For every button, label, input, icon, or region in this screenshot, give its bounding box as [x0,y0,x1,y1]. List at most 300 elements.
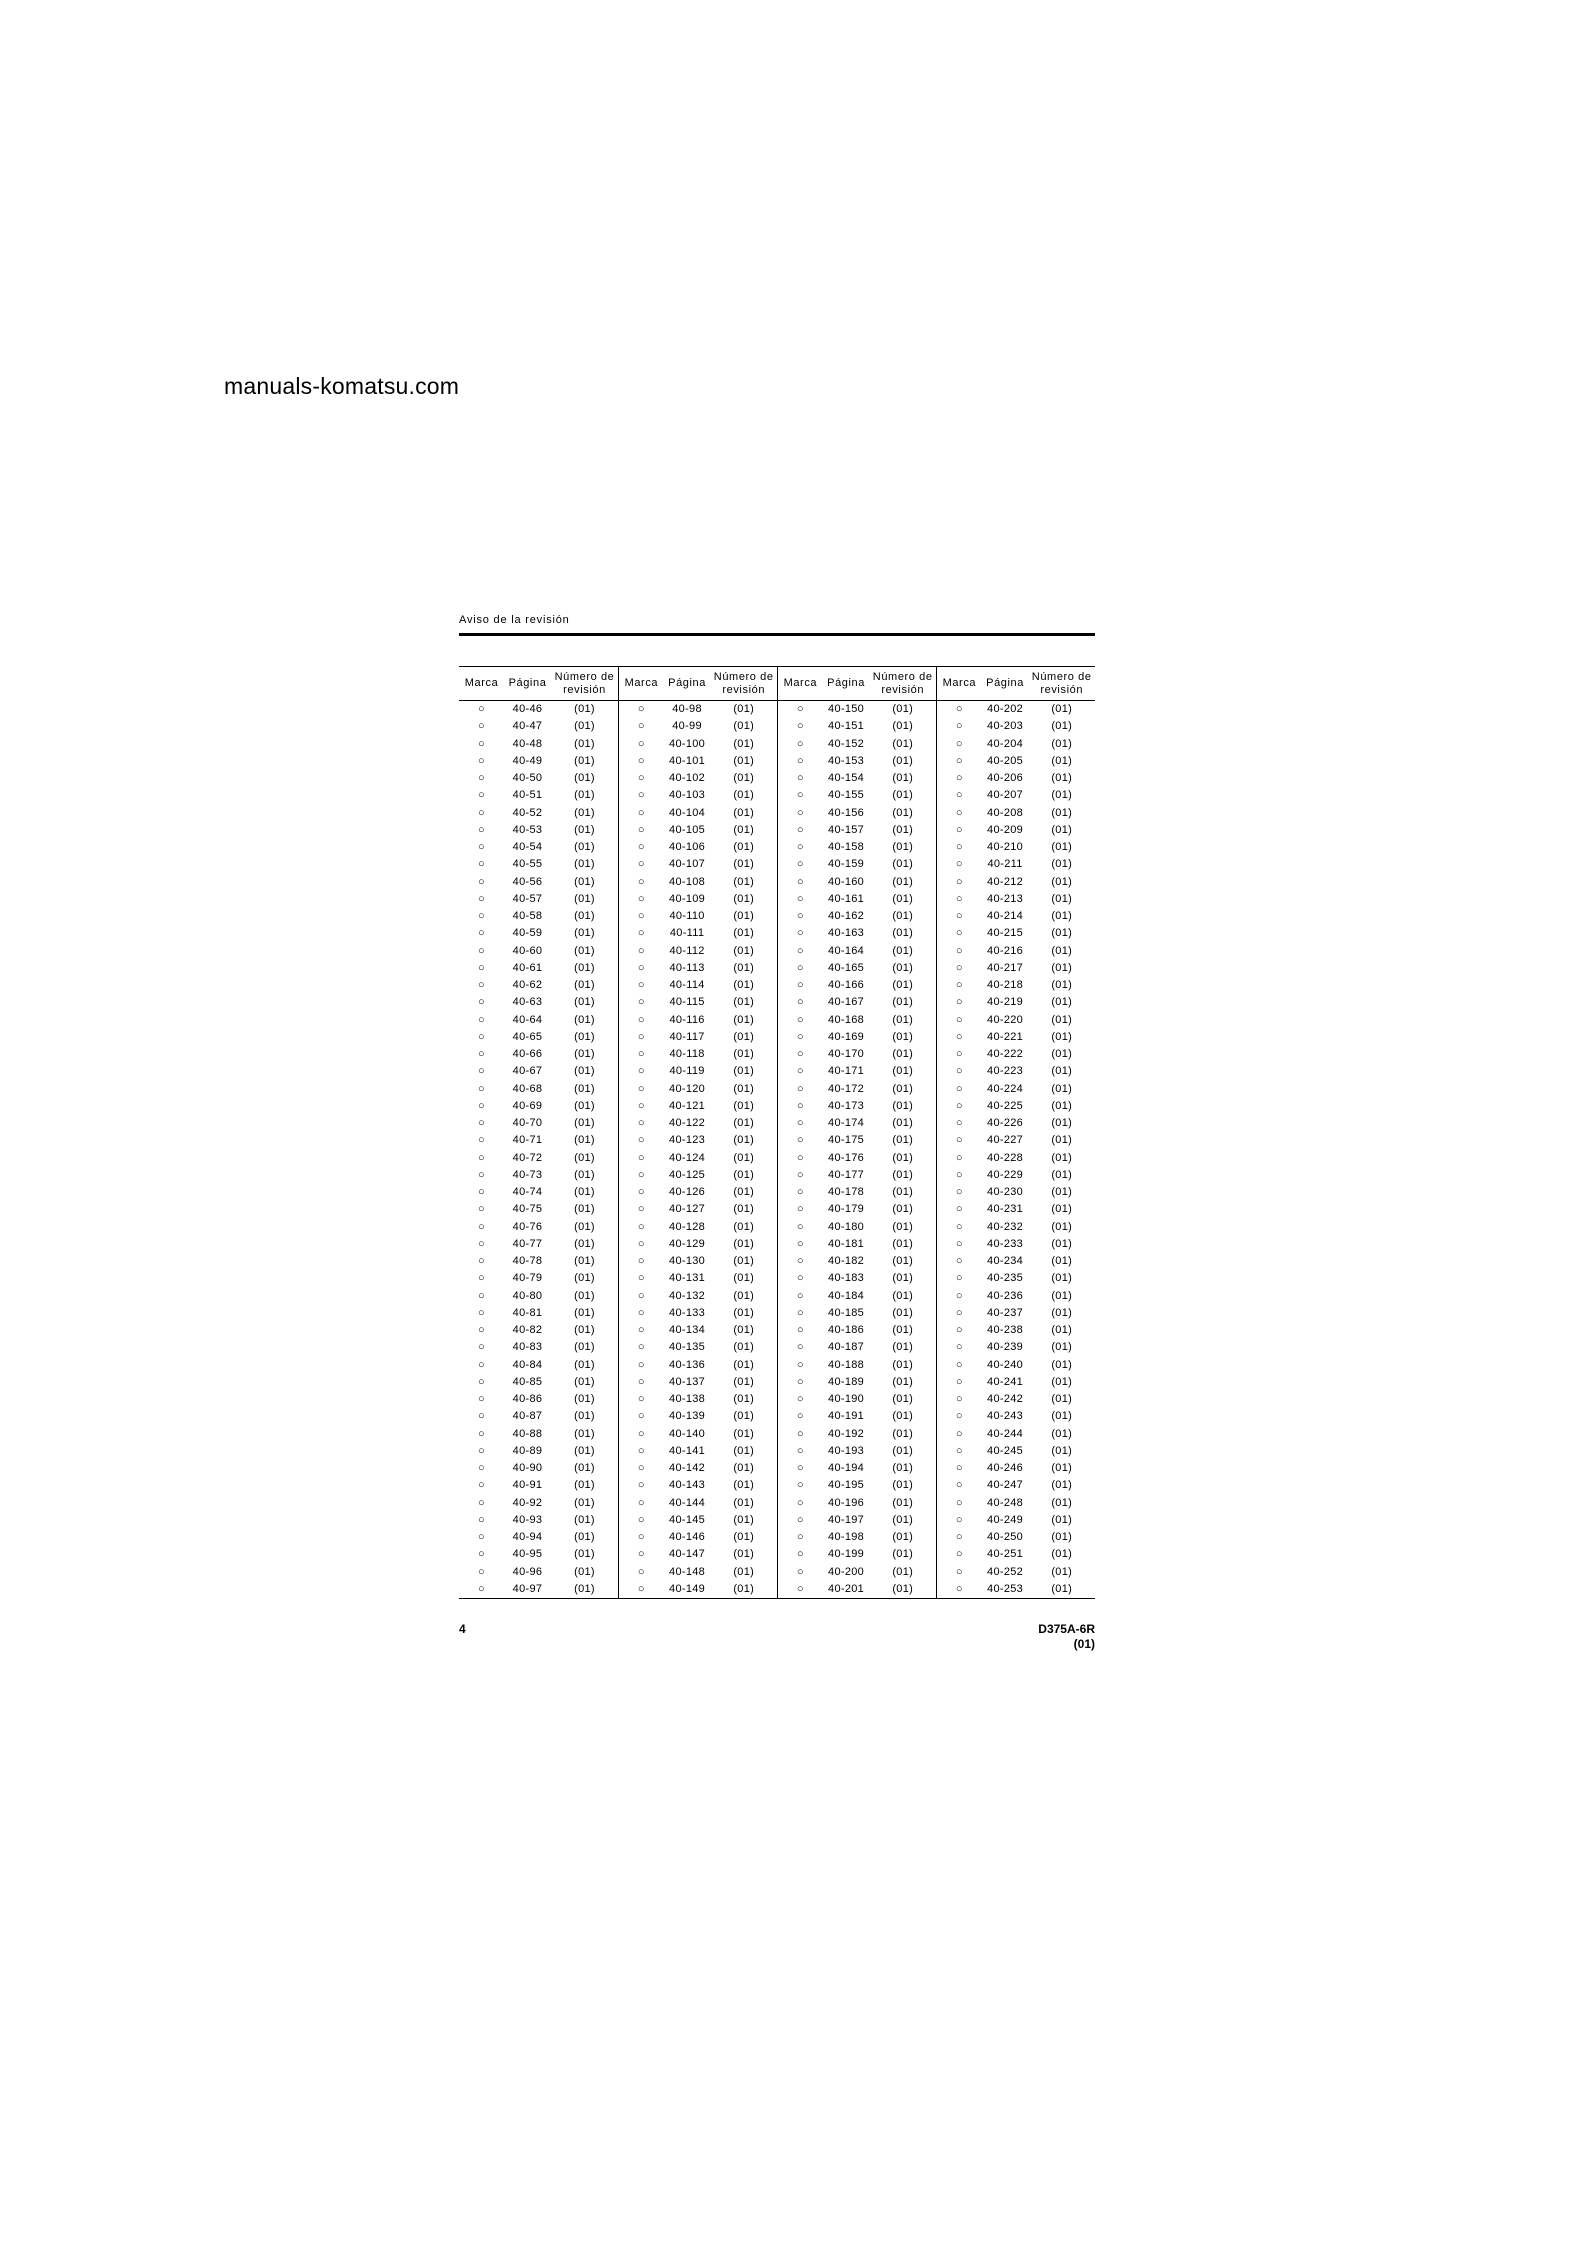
revision-cell: (01) [1051,1565,1073,1578]
revision-cell: (01) [892,892,914,905]
table-row [937,1115,1095,1132]
revision-cell: (01) [733,1255,755,1267]
table-column-group [936,667,1095,1598]
page-cell: 40-153 [828,754,865,767]
mark-circle-icon: ○ [478,1134,485,1147]
revision-cell: (01) [574,1289,595,1302]
mark-circle-icon: ○ [796,737,804,750]
mark-circle-icon: ○ [796,1513,804,1526]
table-row [459,856,618,873]
revision-cell: (01) [892,1030,914,1043]
revision-cell: (01) [574,1427,595,1440]
revision-cell: (01) [574,1582,595,1595]
table-row [937,960,1095,977]
table-header-row [619,667,777,701]
mark-circle-icon: ○ [796,1565,804,1578]
revision-cell: (01) [892,1582,914,1595]
mark-circle-icon: ○ [637,1048,645,1060]
revision-cell: (01) [1051,1306,1073,1319]
mark-circle-icon: ○ [478,1048,485,1060]
table-row [778,1132,936,1149]
mark-circle-icon: ○ [955,1013,963,1026]
page-cell: 40-236 [987,1289,1024,1302]
page-cell: 40-247 [987,1479,1024,1492]
revision-cell: (01) [1051,1582,1073,1595]
mark-circle-icon: ○ [796,720,804,733]
table-row [459,1029,618,1046]
page-cell: 40-61 [512,961,543,974]
table-row [459,994,618,1011]
mark-circle-icon: ○ [796,1272,804,1285]
mark-circle-icon: ○ [478,875,485,888]
table-row [619,977,777,994]
mark-circle-icon: ○ [955,1427,963,1440]
page-cell: 40-181 [828,1237,865,1250]
table-row [778,1512,936,1529]
page-cell: 40-85 [512,1375,543,1388]
table-row [459,736,618,753]
page-cell: 40-172 [828,1082,865,1095]
mark-circle-icon: ○ [478,1479,485,1492]
mark-circle-icon: ○ [637,1168,645,1181]
table-row [778,908,936,925]
table-row [937,1150,1095,1167]
page-cell: 40-116 [669,1013,705,1026]
mark-circle-icon: ○ [796,1444,804,1457]
table-row [619,1288,777,1305]
revision-cell: (01) [574,892,595,905]
table-row [459,1512,618,1529]
revision-cell: (01) [574,1565,595,1578]
mark-circle-icon: ○ [478,1168,485,1181]
table-row [619,943,777,960]
mark-circle-icon: ○ [637,1548,645,1561]
table-row [619,1443,777,1460]
revision-cell: (01) [1051,1220,1073,1233]
revision-cell: (01) [1051,841,1073,853]
page-cell: 40-121 [669,1099,706,1112]
revision-cell: (01) [892,1186,914,1198]
revision-cell: (01) [892,1479,914,1492]
table-row [459,908,618,925]
revision-cell: (01) [733,927,755,940]
mark-circle-icon: ○ [478,961,485,974]
table-header-row [459,667,618,701]
table-row [459,1270,618,1287]
revision-cell: (01) [574,1186,595,1198]
table-row [619,874,777,891]
revision-cell: (01) [892,1427,914,1440]
table-column-group [459,667,618,1598]
revision-cell: (01) [1051,1186,1073,1198]
mark-circle-icon: ○ [955,1565,963,1578]
page-cell: 40-148 [669,1565,706,1578]
revision-cell: (01) [1051,996,1073,1009]
revision-cell: (01) [892,1065,914,1078]
revision-cell: (01) [733,772,755,784]
page-cell: 40-165 [828,961,865,974]
page-cell: 40-128 [669,1220,706,1233]
page-cell: 40-79 [512,1272,543,1285]
page-cell: 40-132 [669,1289,706,1302]
revision-cell: (01) [1051,961,1073,974]
table-row [619,1529,777,1546]
page-cell: 40-138 [669,1393,706,1405]
revision-cell: (01) [733,754,755,767]
revision-cell: (01) [574,1479,595,1492]
table-row [778,1477,936,1494]
header-mark: Marca [624,677,659,689]
mark-circle-icon: ○ [796,1582,804,1595]
page-cell: 40-197 [828,1513,865,1526]
revision-cell: (01) [892,1531,914,1543]
mark-circle-icon: ○ [637,1479,645,1492]
table-row [619,1236,777,1253]
header-revision-line2: revisión [881,683,925,696]
mark-circle-icon: ○ [796,1289,804,1302]
watermark-text: manuals-komatsu.com [224,373,460,399]
revision-cell: (01) [1051,1030,1073,1043]
page-cell: 40-230 [987,1186,1024,1198]
revision-cell: (01) [574,1082,595,1095]
mark-circle-icon: ○ [478,1272,485,1285]
mark-circle-icon: ○ [796,1030,804,1043]
page-cell: 40-200 [828,1565,865,1578]
revision-cell: (01) [892,737,914,750]
revision-cell: (01) [574,1393,595,1405]
revision-cell: (01) [733,1099,755,1112]
header-revision [1028,671,1095,697]
mark-circle-icon: ○ [478,1030,485,1043]
revision-cell: (01) [574,1496,595,1509]
table-row [778,1046,936,1063]
table-row [619,1374,777,1391]
table-row [459,1219,618,1236]
header-page: Página [508,677,547,689]
mark-circle-icon: ○ [796,1393,804,1405]
mark-circle-icon: ○ [955,806,963,819]
page-cell: 40-133 [669,1306,706,1319]
revision-cell: (01) [733,1117,755,1129]
page-cell: 40-232 [987,1220,1024,1233]
table-row [619,736,777,753]
header-page: Página [827,677,865,689]
mark-circle-icon: ○ [478,1065,485,1078]
mark-circle-icon: ○ [955,910,963,922]
revision-cell: (01) [892,1134,914,1147]
table-row [778,1408,936,1425]
revision-cell: (01) [892,1548,914,1561]
revision-cell: (01) [574,720,595,733]
table-row [937,718,1095,735]
revision-cell: (01) [733,944,755,957]
table-row [459,1408,618,1425]
table-row [778,977,936,994]
section-title: Aviso de la revisión [459,614,570,626]
table-row [619,1029,777,1046]
mark-circle-icon: ○ [796,875,804,888]
revision-cell: (01) [1051,1168,1073,1181]
mark-circle-icon: ○ [478,1444,485,1457]
page-cell: 40-164 [828,944,865,957]
revision-cell: (01) [574,1203,595,1216]
table-row [937,1098,1095,1115]
mark-circle-icon: ○ [796,789,804,802]
revision-cell: (01) [733,1220,755,1233]
mark-circle-icon: ○ [955,1048,963,1060]
page-cell: 40-178 [828,1186,865,1198]
revision-cell: (01) [892,1324,914,1336]
mark-circle-icon: ○ [955,1393,963,1405]
revision-cell: (01) [1051,1082,1073,1095]
table-row [619,1460,777,1477]
page-cell: 40-224 [987,1082,1024,1095]
mark-circle-icon: ○ [955,1531,963,1543]
revision-cell: (01) [1051,823,1073,836]
table-row [619,787,777,804]
table-row [619,1132,777,1149]
mark-circle-icon: ○ [637,892,645,905]
mark-circle-icon: ○ [796,1048,804,1060]
page-cell: 40-110 [669,910,705,922]
table-row [459,1184,618,1201]
mark-circle-icon: ○ [637,1427,645,1440]
revision-cell: (01) [733,1375,755,1388]
page-cell: 40-205 [987,754,1024,767]
page-cell: 40-242 [987,1393,1024,1405]
revision-cell: (01) [574,1030,595,1043]
mark-circle-icon: ○ [478,1531,485,1543]
revision-cell: (01) [892,1375,914,1388]
table-row [778,1150,936,1167]
page-cell: 40-190 [828,1393,865,1405]
page-cell: 40-53 [512,823,543,836]
page-cell: 40-143 [669,1479,706,1492]
table-row [459,1046,618,1063]
header-revision [551,671,618,697]
page-cell: 40-76 [512,1220,543,1233]
mark-circle-icon: ○ [796,841,804,853]
header-revision-line1: Número de [872,670,933,683]
page-cell: 40-154 [828,772,865,784]
page-cell: 40-55 [512,858,543,871]
mark-circle-icon: ○ [955,1306,963,1319]
revision-cell: (01) [892,1393,914,1405]
page-cell: 40-77 [512,1237,543,1250]
mark-circle-icon: ○ [955,996,963,1009]
mark-circle-icon: ○ [796,1065,804,1078]
revision-cell: (01) [574,1237,595,1250]
mark-circle-icon: ○ [796,806,804,819]
mark-circle-icon: ○ [478,1237,485,1250]
mark-circle-icon: ○ [796,1496,804,1509]
mark-circle-icon: ○ [478,1427,485,1440]
mark-circle-icon: ○ [478,1117,485,1129]
revision-cell: (01) [1051,892,1073,905]
table-row [459,1477,618,1494]
page-cell: 40-227 [987,1134,1024,1147]
table-row [619,1426,777,1443]
revision-cell: (01) [1051,1427,1073,1440]
table-row [619,1495,777,1512]
table-row [778,1236,936,1253]
mark-circle-icon: ○ [637,1358,645,1371]
revision-cell: (01) [1051,754,1073,767]
revision-cell: (01) [1051,1099,1073,1112]
page-cell: 40-92 [512,1496,543,1509]
page-cell: 40-214 [987,910,1024,922]
table-row [619,1253,777,1270]
mark-circle-icon: ○ [955,841,963,853]
page-cell: 40-96 [512,1565,543,1578]
mark-circle-icon: ○ [637,841,645,853]
mark-circle-icon: ○ [478,703,485,715]
table-row [619,1477,777,1494]
table-row [619,1512,777,1529]
table-row [778,1495,936,1512]
page-cell: 40-240 [987,1358,1024,1371]
mark-circle-icon: ○ [955,1289,963,1302]
mark-circle-icon: ○ [637,737,645,750]
page-cell: 40-226 [987,1117,1024,1129]
mark-circle-icon: ○ [796,754,804,767]
revision-cell: (01) [733,1048,755,1060]
page-cell: 40-162 [828,910,865,922]
revision-cell: (01) [1051,703,1073,715]
revision-cell: (01) [733,1410,755,1423]
page-cell: 40-123 [669,1134,706,1147]
page-cell: 40-129 [669,1237,706,1250]
mark-circle-icon: ○ [478,892,485,905]
revision-cell: (01) [733,1082,755,1095]
page-cell: 40-189 [828,1375,865,1388]
mark-circle-icon: ○ [637,1013,645,1026]
revision-cell: (01) [1051,1048,1073,1060]
mark-circle-icon: ○ [478,1306,485,1319]
revision-cell: (01) [733,806,755,819]
page-cell: 40-63 [512,996,543,1009]
mark-circle-icon: ○ [955,892,963,905]
page-cell: 40-163 [828,927,865,940]
mark-circle-icon: ○ [637,1186,645,1198]
table-row [937,1546,1095,1563]
page-cell: 40-71 [512,1134,543,1147]
revision-cell: (01) [733,910,755,922]
page-cell: 40-90 [512,1462,543,1474]
table-row [619,1270,777,1287]
mark-circle-icon: ○ [637,961,645,974]
mark-circle-icon: ○ [796,1082,804,1095]
page-cell: 40-87 [512,1410,543,1423]
table-row [937,1219,1095,1236]
table-row [937,753,1095,770]
mark-circle-icon: ○ [478,720,485,733]
revision-cell: (01) [574,1341,595,1354]
mark-circle-icon: ○ [478,1082,485,1095]
revision-cell: (01) [574,1462,595,1474]
page-cell: 40-131 [669,1272,706,1285]
revision-cell: (01) [574,1065,595,1078]
page-cell: 40-174 [828,1117,865,1129]
revision-cell: (01) [733,1496,755,1509]
mark-circle-icon: ○ [478,737,485,750]
page-cell: 40-215 [987,927,1024,940]
page-cell: 40-49 [512,754,543,767]
revision-cell: (01) [733,1289,755,1302]
mark-circle-icon: ○ [955,1375,963,1388]
page-cell: 40-202 [987,703,1024,715]
mark-circle-icon: ○ [478,1151,485,1164]
mark-circle-icon: ○ [955,1203,963,1216]
table-row [778,1098,936,1115]
mark-circle-icon: ○ [796,1358,804,1371]
page-cell: 40-113 [669,961,705,974]
table-row [937,891,1095,908]
mark-circle-icon: ○ [478,806,485,819]
table-row [778,736,936,753]
table-row [778,1374,936,1391]
table-row [937,787,1095,804]
page-cell: 40-86 [512,1393,543,1405]
table-row [937,1512,1095,1529]
mark-circle-icon: ○ [796,823,804,836]
page-cell: 40-58 [512,910,543,922]
page-cell: 40-209 [987,823,1024,836]
model-name: D375A-6R [1038,1622,1095,1636]
mark-circle-icon: ○ [478,1565,485,1578]
table-row [619,718,777,735]
revision-cell: (01) [1051,1496,1073,1509]
mark-circle-icon: ○ [478,823,485,836]
page-cell: 40-67 [512,1065,543,1078]
header-revision-line2: revisión [563,683,606,696]
revision-cell: (01) [733,875,755,888]
table-row [778,1391,936,1408]
header-revision-line1: Número de [554,670,615,683]
page-cell: 40-182 [828,1255,865,1267]
table-row [937,1564,1095,1581]
revision-cell: (01) [733,858,755,871]
header-revision-line2: revisión [1040,683,1084,696]
revision-cell: (01) [733,789,755,802]
page-cell: 40-140 [669,1427,706,1440]
table-row [778,822,936,839]
mark-circle-icon: ○ [796,1117,804,1129]
mark-circle-icon: ○ [796,1341,804,1354]
mark-circle-icon: ○ [478,789,485,802]
page-number: 4 [459,1622,466,1636]
mark-circle-icon: ○ [955,789,963,802]
table-row [937,1063,1095,1080]
revision-cell: (01) [1051,720,1073,733]
page-cell: 40-219 [987,996,1024,1009]
table-row [619,1581,777,1598]
revision-cell: (01) [733,1582,755,1595]
page-cell: 40-142 [669,1462,706,1474]
page-cell: 40-146 [669,1531,706,1543]
revision-cell: (01) [892,910,914,922]
revision-cell: (01) [733,1030,755,1043]
header-revision-line1: Número de [713,670,774,683]
page-cell: 40-213 [987,892,1024,905]
revision-table [459,666,1095,1599]
mark-circle-icon: ○ [796,927,804,940]
revision-cell: (01) [574,858,595,871]
table-row [619,1150,777,1167]
page-cell: 40-137 [669,1375,706,1388]
page-cell: 40-173 [828,1099,865,1112]
page-cell: 40-235 [987,1272,1024,1285]
